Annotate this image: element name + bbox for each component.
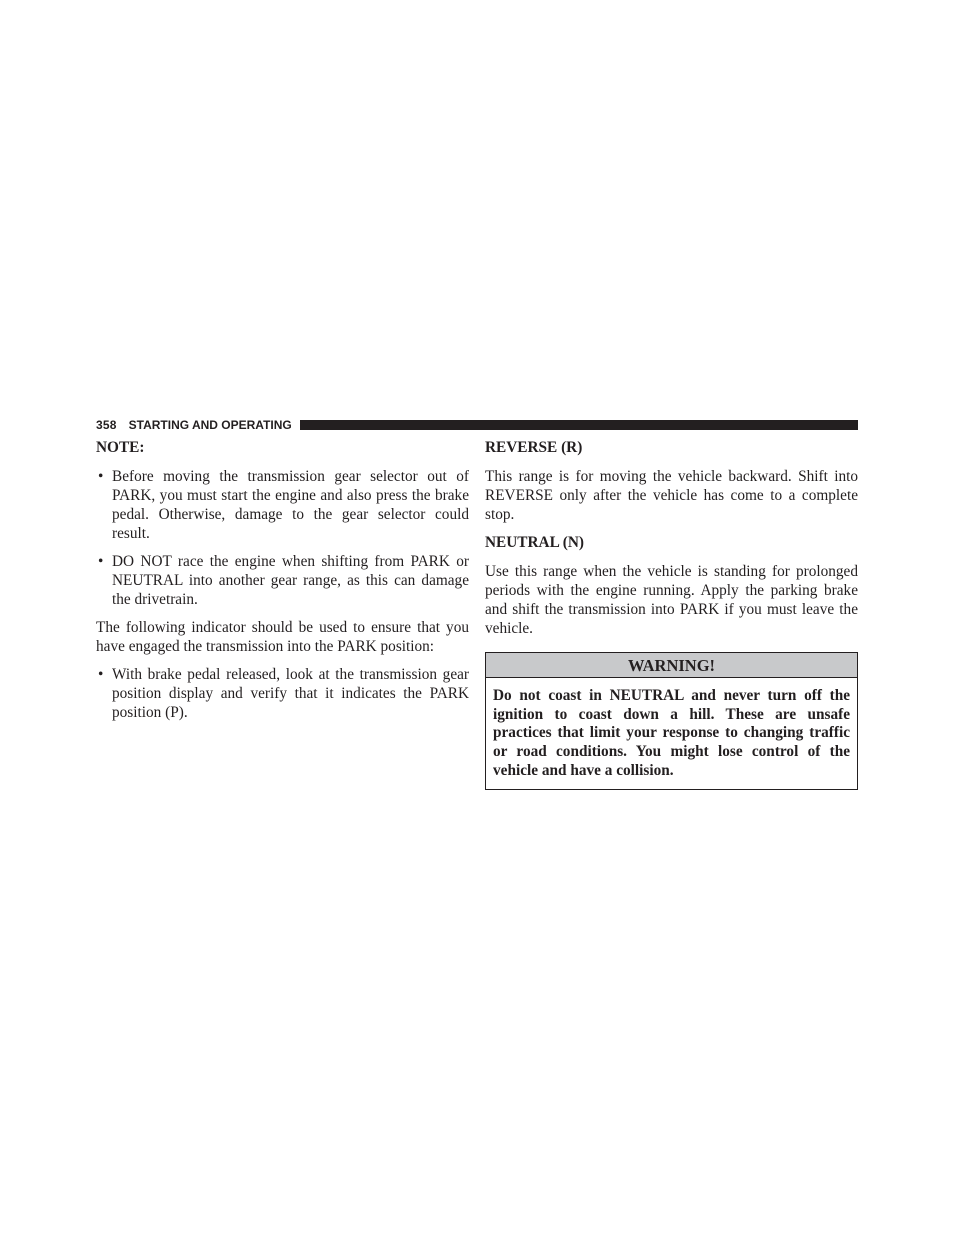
page-number: 358 (96, 418, 117, 432)
left-column (96, 438, 469, 731)
list-item (96, 552, 469, 609)
note-bullet-text: DO NOT race the engine when shifting from PARK or NEUTRAL into another gear range, as this can damage the drivetrain. (112, 553, 469, 608)
bullet-icon: • (98, 468, 104, 485)
reverse-text: This range is for moving the vehicle backward. Shift into REVERSE only after the vehicle has come to a complete stop. (485, 468, 858, 523)
page-header (96, 417, 858, 433)
list-item (96, 665, 469, 722)
bullet-icon: • (98, 666, 104, 683)
right-column (485, 438, 858, 790)
reverse-heading: REVERSE (R) (485, 439, 583, 456)
note-heading: NOTE: (96, 439, 145, 456)
note-list (96, 467, 469, 609)
indicator-bullet-text: With brake pedal released, look at the transmission gear position display and verify that it indicates the PARK position (P). (112, 666, 469, 721)
indicator-paragraph: The following indicator should be used to ensure that you have engaged the transmission into the PARK position: (96, 619, 469, 655)
header-rule (300, 420, 858, 430)
neutral-text: Use this range when the vehicle is standing for prolonged periods with the engine running. Apply the parking brake and shift the transmission into PARK if you must leave the vehicle. (485, 563, 858, 637)
note-bullet-text: Before moving the transmission gear selector out of PARK, you must start the engine and also press the brake pedal. Otherwise, damage to the gear selector could result. (112, 468, 469, 542)
warning-text: Do not coast in NEUTRAL and never turn off the ignition to coast down a hill. These are unsafe practices that limit your response to changing traffic or road conditions. You might lose control of the vehicle and have a collision. (493, 687, 850, 779)
bullet-icon: • (98, 553, 104, 570)
section-title: STARTING AND OPERATING (128, 418, 292, 432)
warning-title: WARNING! (486, 653, 857, 678)
indicator-list (96, 665, 469, 722)
list-item (96, 467, 469, 543)
neutral-heading: NEUTRAL (N) (485, 534, 585, 551)
warning-box (485, 652, 858, 790)
